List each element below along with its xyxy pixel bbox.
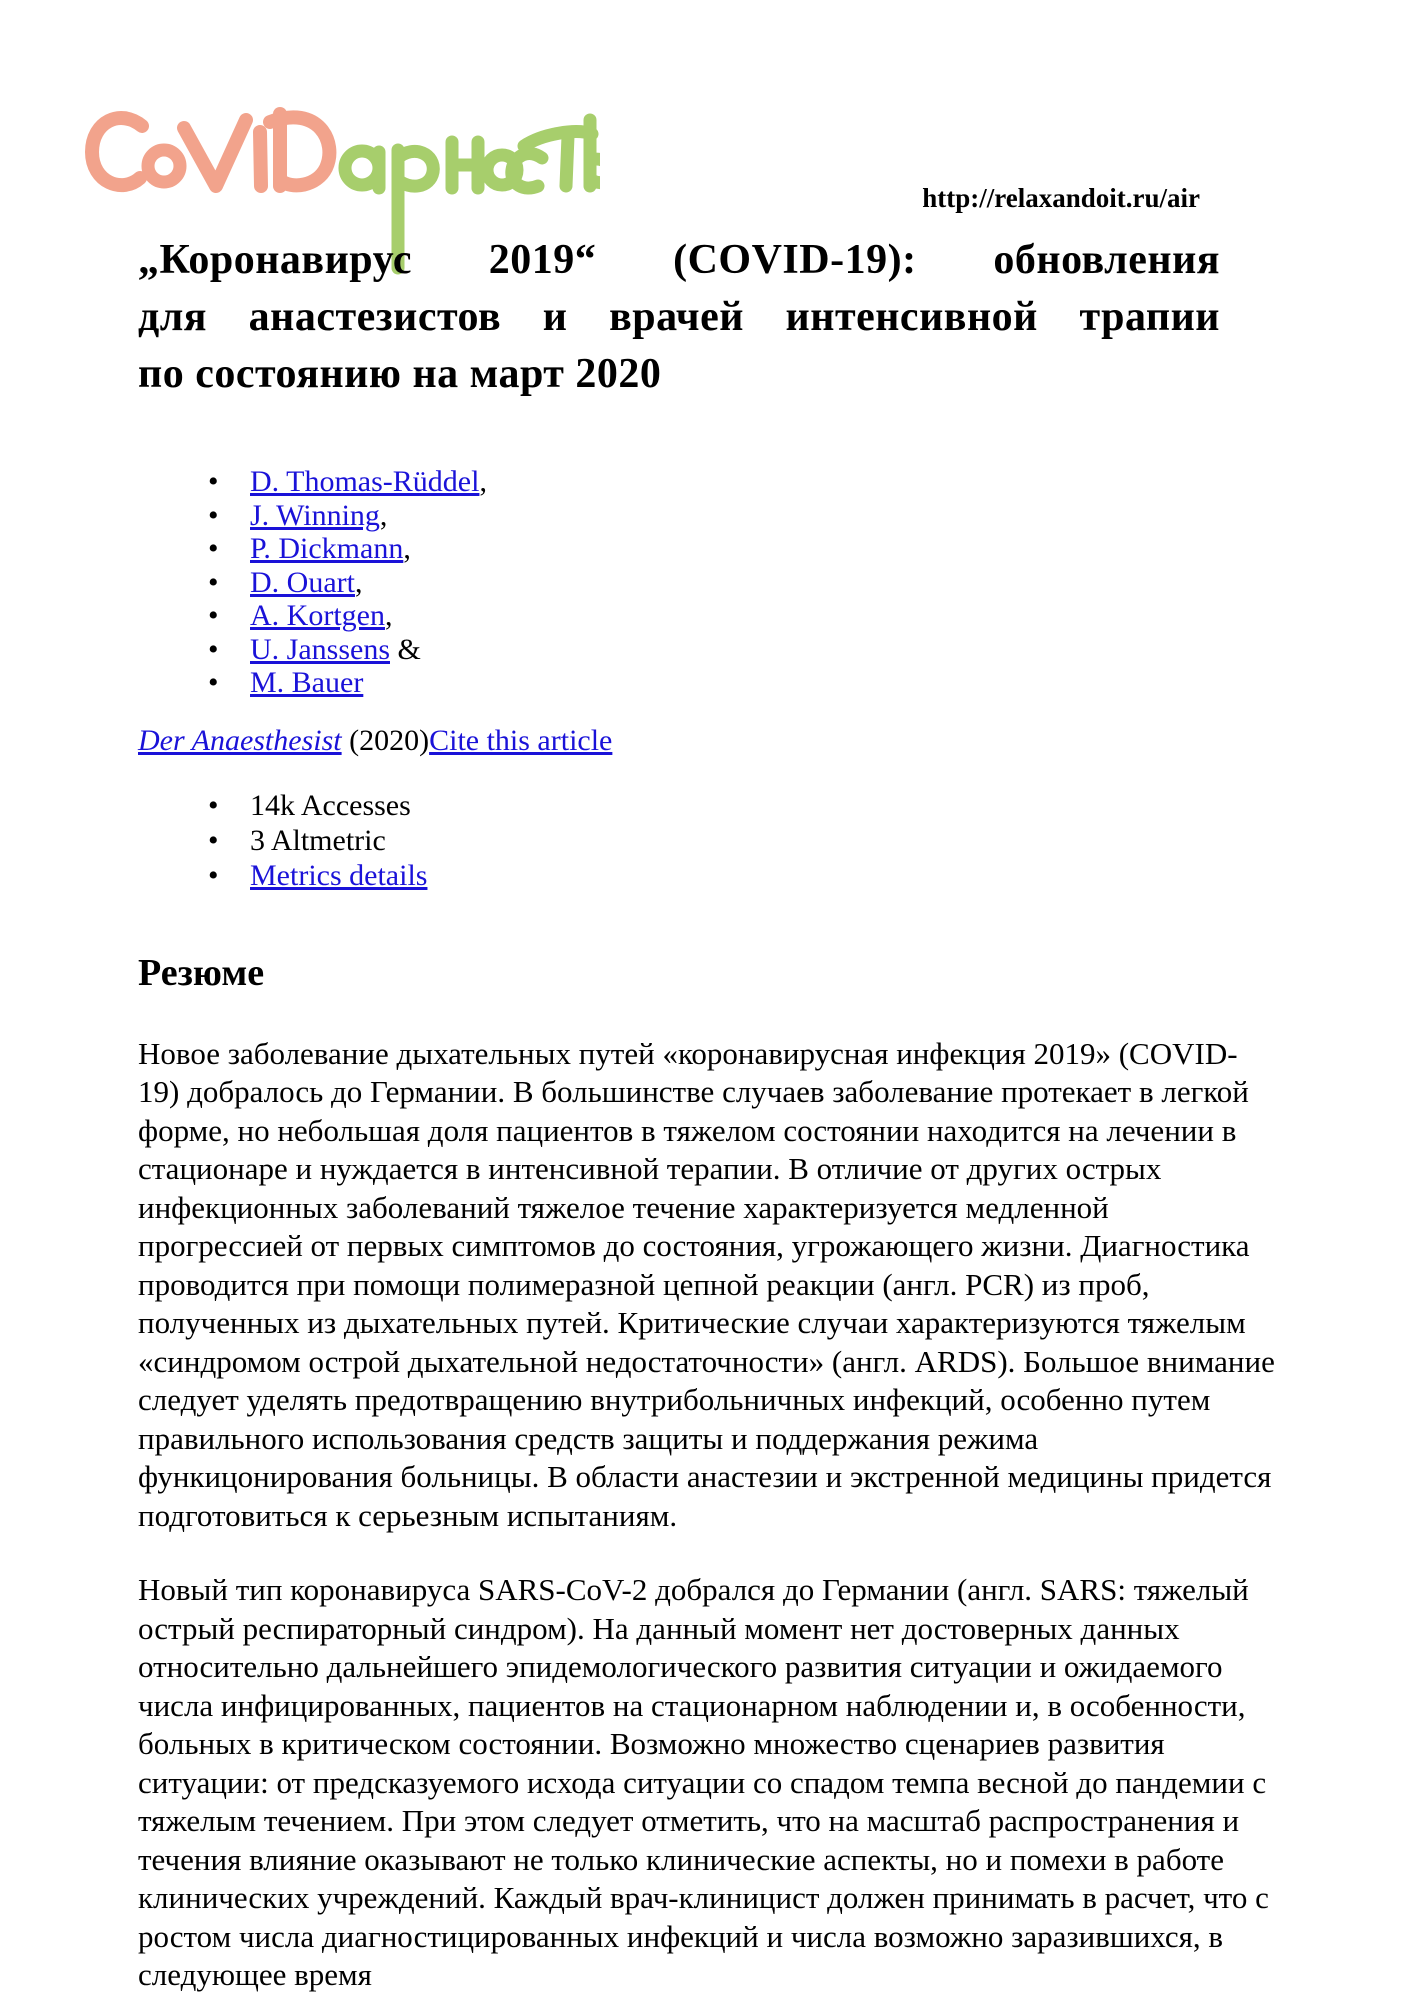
author-suffix: , <box>379 498 388 532</box>
author-link[interactable]: U. Janssens <box>250 632 390 666</box>
journal-line <box>138 724 1275 758</box>
abstract-paragraph-2: Новый тип коронавируса SARS-CoV-2 добрался до Германии (англ. SARS: тяжелый острый респираторный синдром). На данный момент нет достоверных данных относительно дальнейшего эпидемологического развития ситуации и ожидаемого числа инфицированных, пациентов на стационарном наблюдении и, в особенности, больных в критическом состоянии. Возможно множество сценариев развития ситуации: от предсказуемого исхода ситуации со спадом темпа весной до пандемии с тяжелым течением. При этом следует отметить, что на масштаб распространения и течения влияние оказывают не только клинические аспекты, но и помехи в работе клинических учреждений. Каждый врач-клиницист должен принимать в расчет, что с ростом числа диагностицированных инфекций и числа возможно заразившихся, в следующее время <box>138 1572 1269 1992</box>
page-title <box>138 232 1220 403</box>
article-content <box>138 232 1275 1995</box>
metric-accesses <box>138 788 1275 823</box>
title-line-3: по состоянию на март 2020 <box>138 351 662 397</box>
author-suffix: & <box>390 632 421 666</box>
author-list <box>138 465 1275 700</box>
metric-details <box>138 858 1275 893</box>
author-suffix: , <box>479 465 487 498</box>
author-item <box>138 499 1275 533</box>
author-suffix: , <box>384 599 393 632</box>
author-link[interactable]: J. Winning <box>250 498 380 532</box>
abstract-paragraph-1: Новое заболевание дыхательных путей «коронавирусная инфекция 2019» (COVID-19) добралось до Германии. В большинстве случаев заболевание протекает в легкой форме, но небольшая доля пациентов в тяжелом состоянии находится на лечении в стационаре и нуждается в интенсивной терапии. В отличие от других острых инфекционных заболеваний тяжелое течение характеризуется медленной прогрессией от первых симптомов до состояния, угрожающего жизни. Диагностика проводится при помощи полимеразной цепной реакции (англ. PCR) из проб, полученных из дыхательных путей. Критические случаи характеризуются тяжелым «синдромом острой дыхательной недостаточности» (англ. ARDS). Большое внимание следует уделять предотвращению внутрибольничных инфекций, особенно путем правильного использования средств защиты и поддержания режима функицонирования больницы. В области анастезии и экстренной медицины придется подготовиться к серьезным испытаниям. <box>138 1035 1275 1533</box>
author-link[interactable]: M. Bauer <box>250 666 364 699</box>
abstract-heading: Резюме <box>138 951 265 994</box>
author-link[interactable]: D. Thomas-Rüddel <box>250 465 480 498</box>
metric-altmetric-label: 3 Altmetric <box>250 823 386 857</box>
cite-this-article-link[interactable]: Cite this article <box>429 723 613 757</box>
journal-year: (2020) <box>341 723 430 757</box>
title-line-1: „Коронавирус 2019“ (COVID-19): обновления <box>138 237 1220 283</box>
author-link[interactable]: A. Kortgen <box>250 599 385 632</box>
author-item <box>138 566 1275 600</box>
title-line-2: для анастезистов и врачей интенсивной трапии <box>138 294 1220 340</box>
site-url: http://relaxandoit.ru/air <box>922 183 1200 213</box>
metrics-list <box>138 788 1275 893</box>
author-item <box>138 532 1275 566</box>
author-link[interactable]: D. Ouart <box>250 565 355 599</box>
author-suffix: , <box>354 565 363 599</box>
journal-link[interactable]: Der Anaesthesist <box>138 723 342 757</box>
author-item <box>138 599 1275 633</box>
author-item <box>138 666 1275 700</box>
metrics-details-link[interactable]: Metrics details <box>250 858 428 892</box>
author-link[interactable]: P. Dickmann <box>250 532 404 565</box>
author-item <box>138 465 1275 499</box>
author-item <box>138 633 1275 667</box>
author-suffix: , <box>403 532 411 565</box>
metric-altmetric <box>138 823 1275 858</box>
metric-accesses-label: 14k Accesses <box>250 788 411 822</box>
